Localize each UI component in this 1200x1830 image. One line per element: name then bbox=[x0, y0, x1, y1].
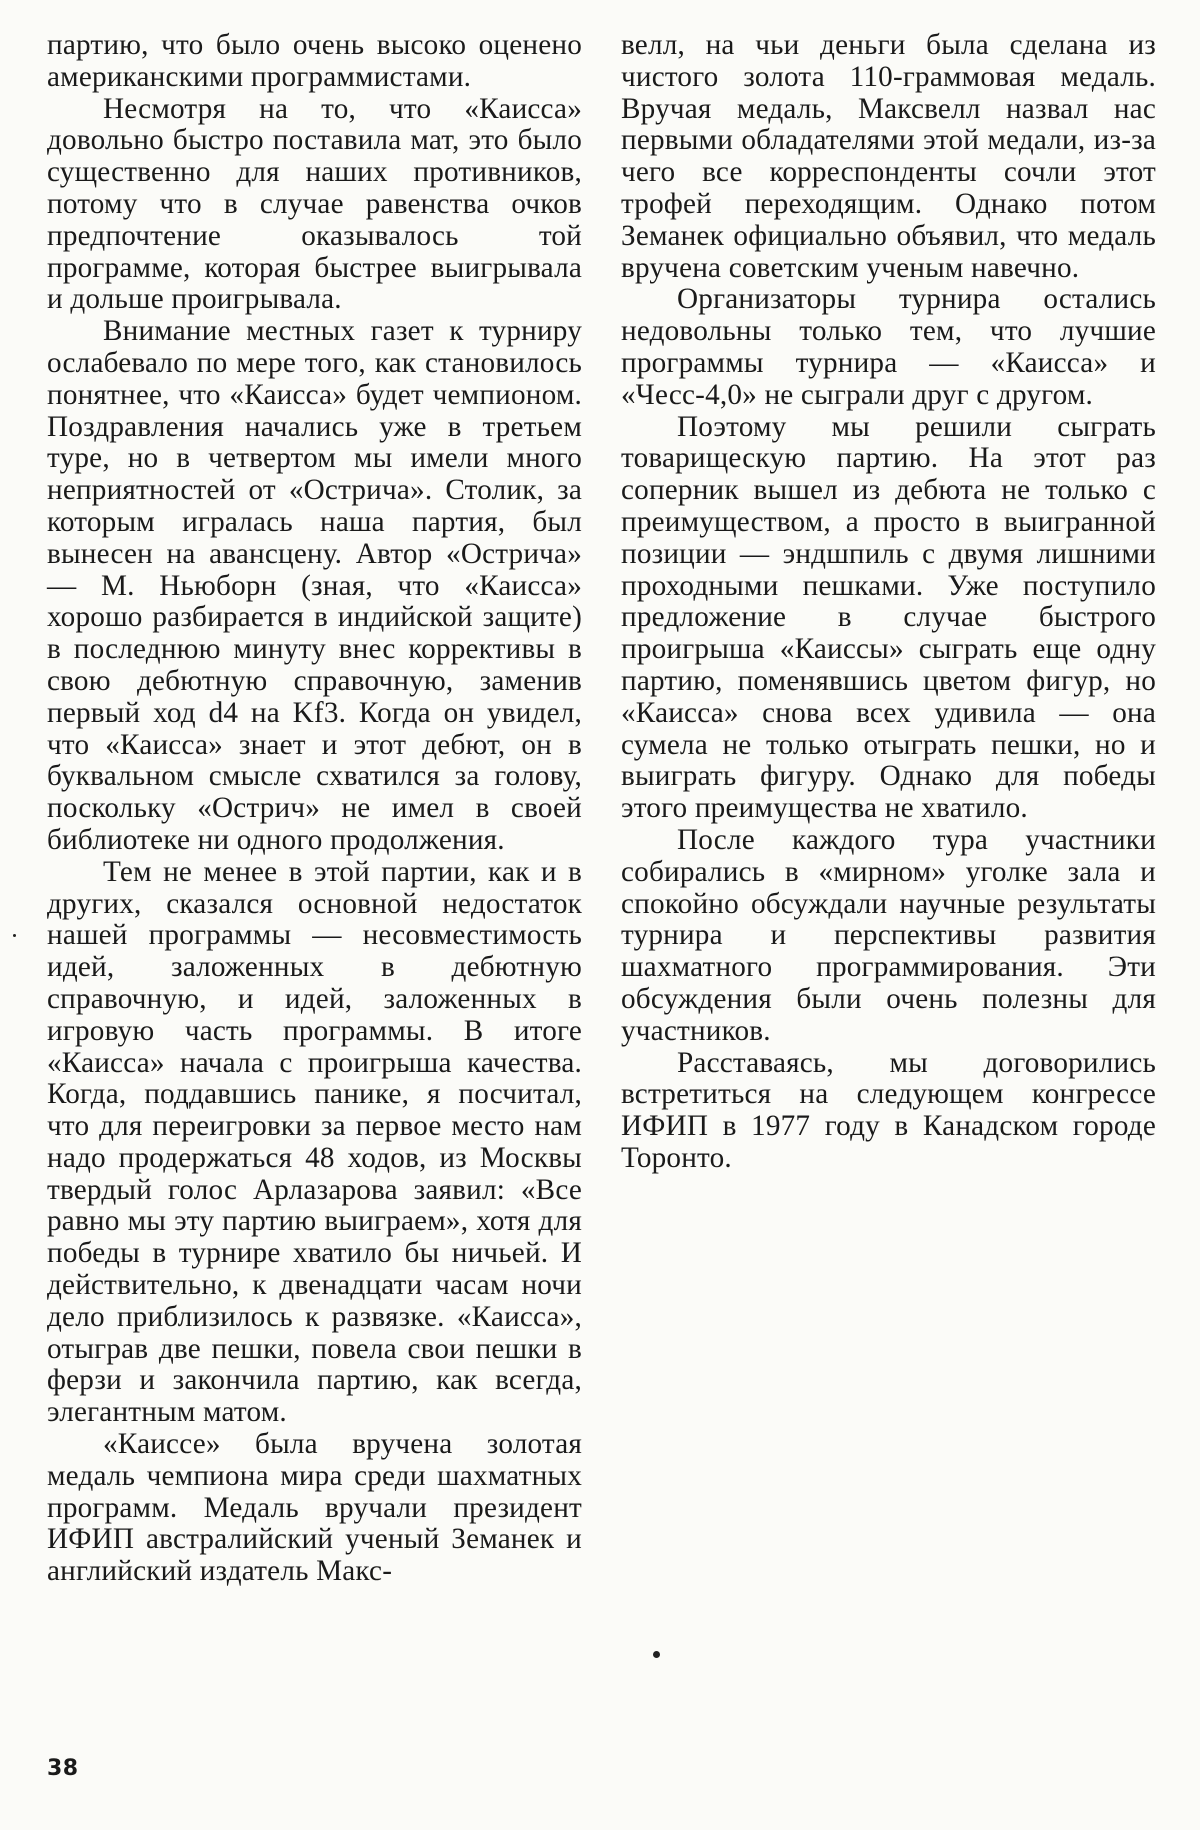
paragraph: партию, что было очень высоко оценено американскими программистами. bbox=[47, 29, 582, 93]
paragraph: Тем не менее в этой партии, как и в других, сказался основной недостаток нашей программы — несовместимость идей, заложенных в дебютную справочную, и идей, заложенных в игровую часть программы. В итоге «Каисса» начала с проигрыша качества. Когда, поддавшись панике, я посчитал, что для переигровки за первое место нам надо продержаться 48 ходов, из Москвы твердый голос Арлазарова заявил: «Все равно мы эту партию выиграем», хотя для победы в турнире хватило бы ничьей. И действительно, к двенадцати часам ночи дело приблизилось к развязке. «Каисса», отыграв две пешки, повела свои пешки в ферзи и закончила партию, как всегда, элегантным матом. bbox=[47, 855, 582, 1429]
paragraph: Организаторы турнира остались недовольны только тем, что лучшие программы турнира — «Каисса» и «Чесс-4,0» не сыграли друг с другом. bbox=[621, 283, 1156, 411]
right-text-column bbox=[621, 30, 1156, 1175]
paragraph: Поэтому мы решили сыграть товарищескую партию. На этот раз соперник вышел из дебюта не только с преимуществом, а просто в выигранной позиции — эндшпиль с двумя лишними проходными пешками. Уже поступило предложение в случае быстрого проигрыша «Каиссы» сыграть еще одну партию, поменявшись цветом фигур, но «Каисса» снова всех удивила — она сумела не только отыграть пешки, но и выиграть фигуру. Однако для победы этого преимущества не хватило. bbox=[621, 410, 1156, 825]
paragraph: После каждого тура участники собирались в «мирном» уголке зала и спокойно обсуждали научные результаты турнира и перспективы развития шахматного программирования. Эти обсуждения были очень полезны для участников. bbox=[621, 823, 1156, 1047]
page-number: 38 bbox=[47, 1756, 79, 1781]
paragraph: велл, на чьи деньги была сделана из чистого золота 110-граммовая медаль. Вручая медаль, Максвелл назвал нас первыми обладателями этой медали, из-за чего все корреспонденты сочли этот трофей переходящим. Однако потом Земанек официально объявил, что медаль вручена советским ученым навечно. bbox=[621, 29, 1156, 284]
print-speck bbox=[653, 1651, 660, 1658]
print-speck bbox=[13, 934, 16, 937]
paragraph: Расставаясь, мы договорились встретиться на следующем конгрессе ИФИП в 1977 году в Канадском городе Торонто. bbox=[621, 1046, 1156, 1174]
left-text-column bbox=[47, 30, 582, 1588]
paragraph: Несмотря на то, что «Каисса» довольно быстро поставила мат, это было существенно для наших противников, потому что в случае равенства очков предпочтение оказывалось той программе, которая быстрее выигрывала и дольше проигрывала. bbox=[47, 92, 582, 316]
paragraph: Внимание местных газет к турниру ослабевало по мере того, как становилось понятнее, что «Каисса» будет чемпионом. Поздравления начались уже в третьем туре, но в четвертом мы имели много неприятностей от «Острича». Столик, за которым игралась наша партия, был вынесен на авансцену. Автор «Острича» — М. Ньюборн (зная, что «Каисса» хорошо разбирается в индийской защите) в последнюю минуту внес коррективы в свою дебютную справочную, заменив первый ход d4 на Kf3. Когда он увидел, что «Каисса» знает и этот дебют, он в буквальном смысле схватился за голову, поскольку «Острич» не имел в своей библиотеке ни одного продолжения. bbox=[47, 315, 582, 856]
paragraph: «Каиссе» была вручена золотая медаль чемпиона мира среди шахматных программ. Медаль вручали президент ИФИП австралийский ученый Земанек и английский издатель Макс- bbox=[47, 1428, 582, 1588]
